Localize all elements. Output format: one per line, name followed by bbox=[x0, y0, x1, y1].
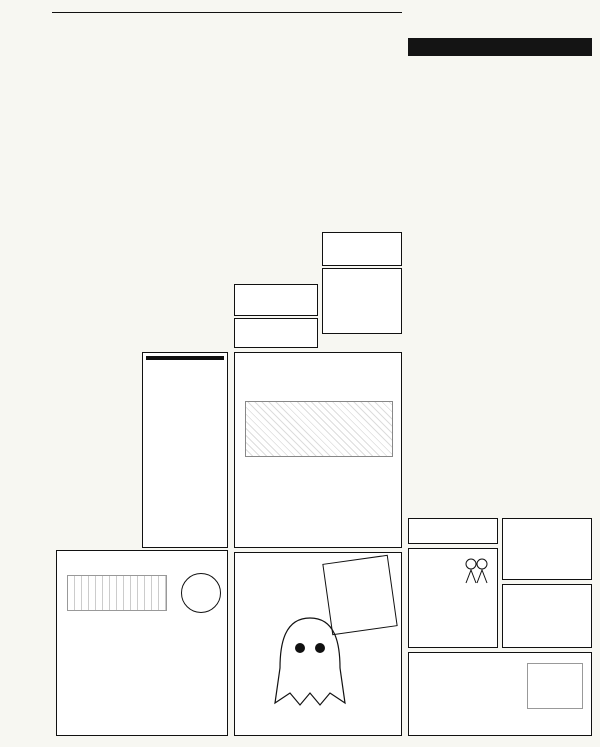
lutheran-ad bbox=[234, 552, 402, 736]
love-is-ad bbox=[408, 548, 498, 648]
edgewood-ad bbox=[322, 268, 402, 334]
main-story-col1 bbox=[56, 46, 168, 224]
top-rule bbox=[52, 12, 402, 13]
military-story bbox=[56, 356, 136, 464]
carousel-address bbox=[181, 573, 221, 613]
cupboard-ad bbox=[408, 518, 498, 544]
love-couple-illustration bbox=[461, 555, 491, 585]
traffic-story-col1 bbox=[56, 260, 136, 316]
half-as-much-ad bbox=[502, 518, 592, 580]
travel-illustration bbox=[527, 663, 583, 709]
traffic-story-col2 bbox=[142, 260, 228, 316]
carousel-illustration bbox=[67, 575, 167, 611]
pub-ad bbox=[142, 352, 228, 548]
organ-story bbox=[56, 494, 136, 546]
tacos-ad bbox=[322, 232, 402, 266]
carousel-ad bbox=[56, 550, 228, 736]
classifieds-column bbox=[408, 60, 592, 538]
rental-ad bbox=[234, 318, 318, 348]
position-ad bbox=[234, 284, 318, 316]
transfer-illustration bbox=[245, 401, 393, 457]
main-story-col3 bbox=[288, 46, 400, 224]
main-story-col2 bbox=[172, 46, 284, 224]
kwiki-ad bbox=[502, 584, 592, 648]
travel-ad bbox=[408, 652, 592, 736]
transfer-sale-ad bbox=[234, 352, 402, 548]
ghost-illustration bbox=[265, 613, 355, 708]
pub-name bbox=[146, 356, 224, 360]
classifieds-title bbox=[408, 38, 592, 56]
traffic-story-col3 bbox=[234, 230, 318, 282]
